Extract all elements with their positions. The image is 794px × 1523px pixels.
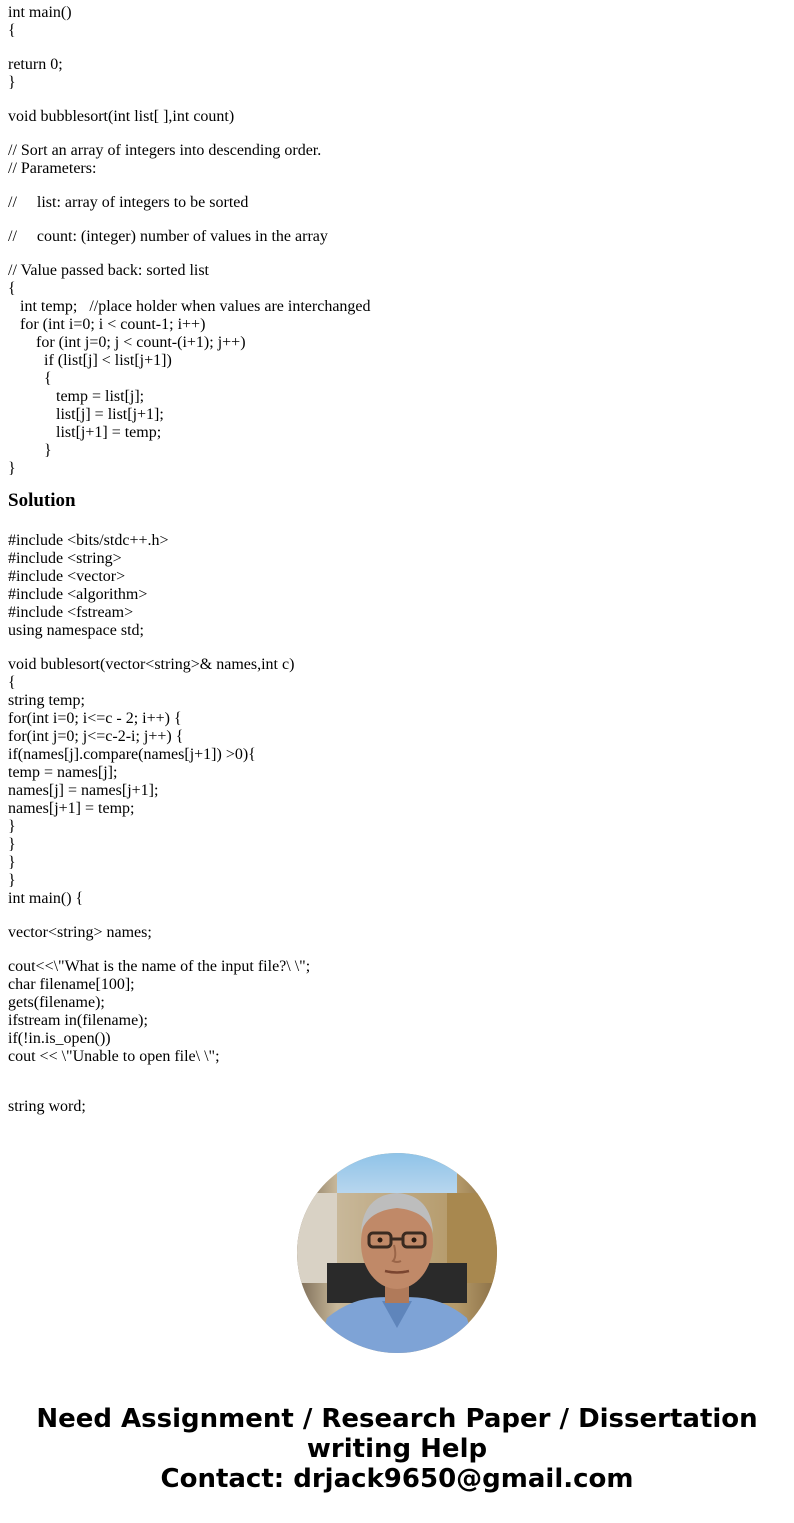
author-portrait-image — [297, 1153, 497, 1353]
solution-code-line: int main() { — [8, 890, 84, 907]
blank-line — [8, 246, 786, 262]
question-code-line: temp = list[j]; — [8, 388, 145, 405]
question-code-block — [8, 4, 786, 478]
question-code-line: if (list[j] < list[j+1]) — [8, 352, 172, 369]
solution-code-line: names[j+1] = temp; — [8, 800, 135, 817]
question-code-line: } — [8, 460, 16, 477]
author-photo — [297, 1153, 497, 1353]
question-code-line: list[j] = list[j+1]; — [8, 406, 164, 423]
solution-code-line: #include <string> — [8, 550, 122, 567]
blank-line — [8, 126, 786, 142]
solution-code-line: string temp; — [8, 692, 85, 709]
solution-code-line: cout << \"Unable to open file\ \"; — [8, 1048, 220, 1065]
blank-line — [8, 40, 786, 56]
question-code-line: // Parameters: — [8, 160, 97, 177]
solution-code-line: #include <fstream> — [8, 604, 134, 621]
blank-line — [8, 640, 786, 656]
promo-line-1: Need Assignment / Research Paper / Dissertation — [36, 1404, 758, 1434]
question-code-line: int temp; //place holder when values are interchanged — [8, 298, 371, 315]
question-code-line: } — [8, 442, 52, 459]
question-code-line: } — [8, 74, 16, 91]
document-body — [8, 4, 786, 1122]
solution-code-line: if(names[j].compare(names[j+1]) >0){ — [8, 746, 256, 763]
solution-code-line: cout<<\"What is the name of the input file?\ \"; — [8, 958, 311, 975]
solution-code-line: } — [8, 836, 16, 853]
solution-code-line: string word; — [8, 1098, 86, 1115]
solution-code-line: for(int j=0; j<=c-2-i; j++) { — [8, 728, 184, 745]
blank-line — [8, 1082, 786, 1098]
solution-code-line: #include <bits/stdc++.h> — [8, 532, 169, 549]
question-code-line: list[j+1] = temp; — [8, 424, 162, 441]
blank-line — [8, 1066, 786, 1082]
solution-code-line: #include <algorithm> — [8, 586, 148, 603]
blank-line — [8, 178, 786, 194]
question-code-line: { — [8, 370, 52, 387]
question-code-line: for (int i=0; i < count-1; i++) — [8, 316, 206, 333]
solution-code-line: using namespace std; — [8, 622, 144, 639]
solution-code-line: if(!in.is_open()) — [8, 1030, 111, 1047]
question-code-line: // count: (integer) number of values in the array — [8, 228, 328, 245]
solution-code-line: gets(filename); — [8, 994, 105, 1011]
question-code-line: // Value passed back: sorted list — [8, 262, 209, 279]
solution-code-line: #include <vector> — [8, 568, 126, 585]
solution-code-line: vector<string> names; — [8, 924, 152, 941]
blank-line — [8, 908, 786, 924]
solution-code-line: char filename[100]; — [8, 976, 135, 993]
solution-code-line: } — [8, 872, 16, 889]
question-code-line: { — [8, 280, 16, 297]
question-code-line: for (int j=0; j < count-(i+1); j++) — [8, 334, 246, 351]
solution-code-line: } — [8, 854, 16, 871]
question-code-line: // Sort an array of integers into descending order. — [8, 142, 322, 159]
solution-code-line: } — [8, 818, 16, 835]
question-code-line: { — [8, 22, 16, 39]
solution-code-line: temp = names[j]; — [8, 764, 118, 781]
promo-line-2: writing Help — [306, 1434, 488, 1464]
question-code-line: int main() — [8, 4, 72, 21]
blank-line — [8, 942, 786, 958]
blank-line — [8, 212, 786, 228]
solution-code-block — [8, 532, 786, 1116]
solution-code-line: names[j] = names[j+1]; — [8, 782, 159, 799]
solution-code-line: for(int i=0; i<=c - 2; i++) { — [8, 710, 182, 727]
question-code-line: return 0; — [8, 56, 63, 73]
solution-heading: Solution — [8, 490, 76, 511]
solution-code-line: void bublesort(vector<string>& names,int c) — [8, 656, 295, 673]
solution-code-line: ifstream in(filename); — [8, 1012, 148, 1029]
promo-contact-line: Contact: drjack9650@gmail.com — [160, 1464, 634, 1494]
solution-code-line: { — [8, 674, 16, 691]
question-code-line: // list: array of integers to be sorted — [8, 194, 249, 211]
promo-banner — [0, 1404, 794, 1494]
blank-line — [8, 92, 786, 108]
question-code-line: void bubblesort(int list[ ],int count) — [8, 108, 235, 125]
